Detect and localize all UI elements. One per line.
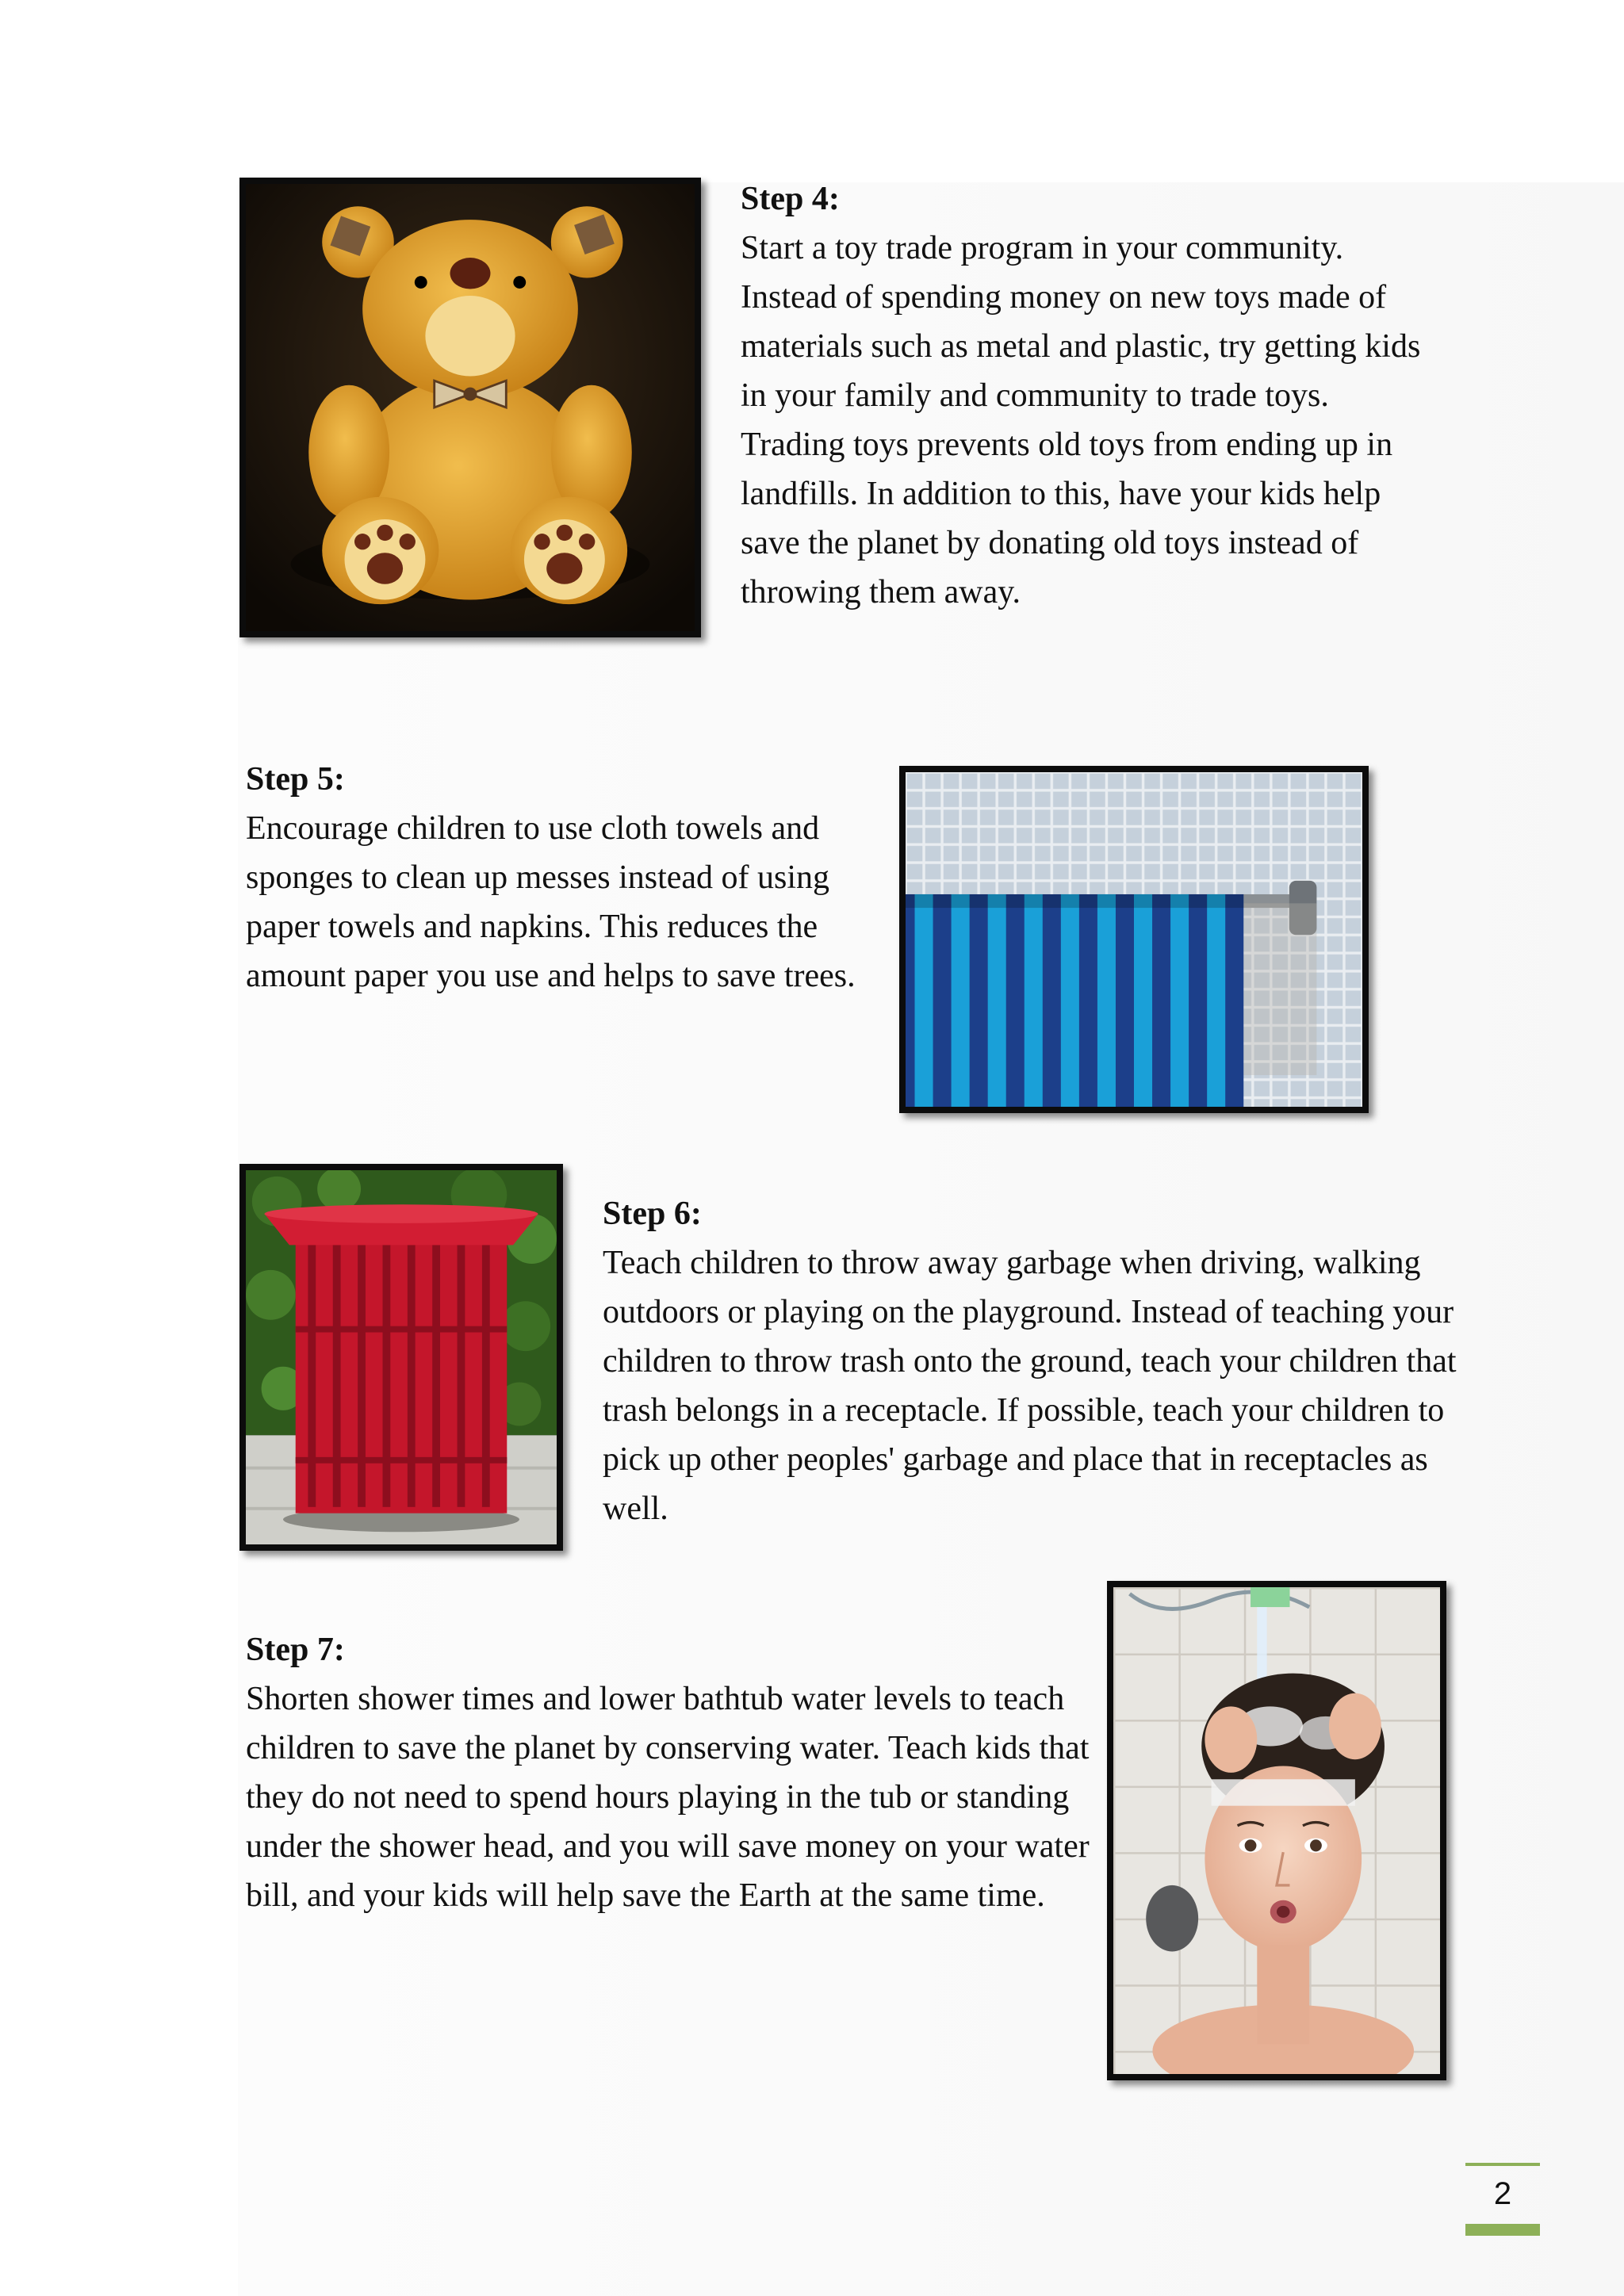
step-7-heading: Step 7: <box>246 1632 345 1668</box>
red-trash-can-photo <box>239 1164 563 1551</box>
step-4-body: Start a toy trade program in your community. Instead of spending money on new toys made of materials such as metal and plastic, try getting kids in your family and community to trade toys. Trading toys prevents old toys from ending up in landfills. In addition to this, have your kids help save the planet by donating old toys instead of throwing them away. <box>741 230 1421 610</box>
step-5-body: Encourage children to use cloth towels and sponges to clean up messes instead of using paper towels and napkins. This reduces the amount paper you use and helps to save trees. <box>246 810 856 994</box>
step-7-body: Shorten shower times and lower bathtub water levels to teach children to save the planet by conserving water. Teach kids that they do not need to spend hours playing in the tub or standing under the shower head, and you will save money on your water bill, and your kids will help save the Earth at the same time. <box>246 1681 1090 1914</box>
step-7-text <box>246 1625 1094 1920</box>
step-4-heading: Step 4: <box>741 181 840 217</box>
step-6-heading: Step 6: <box>603 1196 702 1232</box>
page-number-bottom-bar <box>1465 2224 1540 2236</box>
teddy-bear-photo <box>239 178 701 637</box>
step-4-text <box>741 174 1438 617</box>
page-number-text: 2 <box>1493 2176 1512 2211</box>
step-6-text <box>603 1189 1459 1533</box>
page-number <box>1465 2163 1540 2236</box>
step-5-heading: Step 5: <box>246 761 345 798</box>
step-5-text <box>246 755 880 1001</box>
child-shower-photo <box>1107 1581 1446 2080</box>
step-6-body: Teach children to throw away garbage when driving, walking outdoors or playing on the playground. Instead of teaching your children to throw trash onto the ground, teach your children that trash belongs in a receptacle. If possible, teach your children to pick up other peoples' garbage and place that in receptacles as well. <box>603 1245 1457 1527</box>
striped-towel-photo <box>899 766 1369 1113</box>
page-number-top-rule <box>1465 2163 1540 2166</box>
